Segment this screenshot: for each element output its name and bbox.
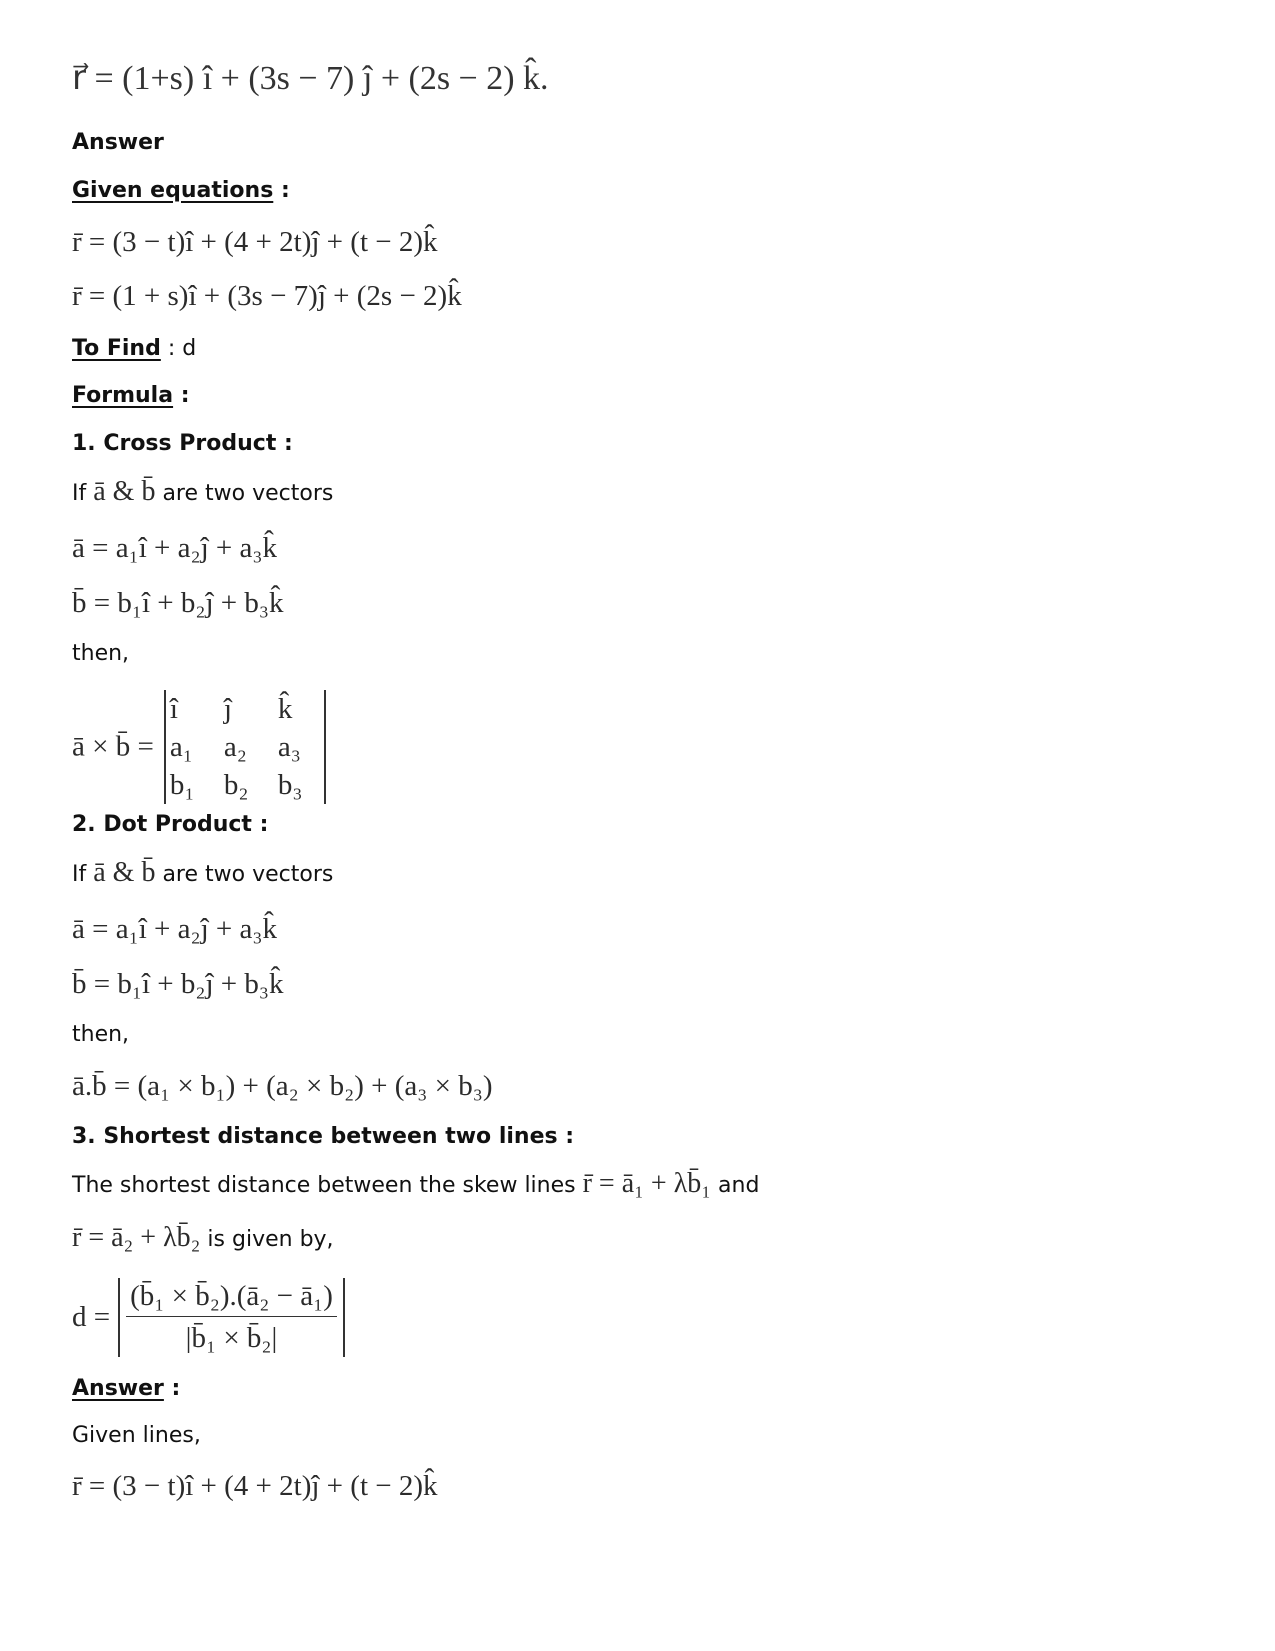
determinant-matrix — [164, 690, 326, 804]
vector-a-definition: ā = a₁î + a₂ĵ + a₃k̂ — [72, 913, 277, 945]
given-equation-2: r̄ = (1 + s)î + (3s − 7)ĵ + (2s − 2)k̂ — [72, 280, 462, 312]
cross-product-formula — [72, 690, 326, 804]
skew-lines-sentence — [72, 1168, 759, 1200]
det-cell: ĵ — [223, 693, 232, 725]
det-cell: a₃ — [277, 731, 301, 763]
text-is-given-by: is given by, — [200, 1227, 334, 1252]
formula-label: Formula — [72, 383, 174, 408]
formula-heading — [72, 383, 190, 408]
distance-formula — [72, 1278, 345, 1357]
vector-b-definition: b̄ = b₁î + b₂ĵ + b₃k̂ — [72, 587, 284, 619]
shortest-distance-heading: 3. Shortest distance between two lines : — [72, 1124, 575, 1149]
text-are-two-vectors: are two vectors — [155, 862, 334, 887]
vectors-a-b: ā & b̄ — [93, 857, 156, 888]
det-cell: î — [169, 693, 178, 725]
skew-line-2-equation: r̄ = ā₂ + λb̄₂ — [72, 1222, 201, 1253]
distance-denominator: |b̄₁ × b̄₂| — [185, 1322, 278, 1354]
given-lines-text: Given lines, — [72, 1423, 201, 1448]
answer-heading-2 — [72, 1376, 180, 1401]
det-cell: b₂ — [223, 769, 249, 801]
given-equation-1: r̄ = (3 − t)î + (4 + 2t)ĵ + (t − 2)k̂ — [72, 226, 438, 258]
then-text: then, — [72, 1022, 130, 1047]
det-cell: b₃ — [277, 769, 303, 801]
skew-line-1-equation: r̄ = ā₁ + λb̄₁ — [582, 1168, 712, 1199]
vector-b-definition: b̄ = b₁î + b₂ĵ + b₃k̂ — [72, 968, 284, 1000]
colon: : — [163, 1376, 181, 1401]
answer-label: Answer — [72, 1376, 164, 1401]
given-equations-heading — [72, 178, 290, 203]
text-are-two-vectors: are two vectors — [155, 481, 334, 506]
vectors-a-b: ā & b̄ — [93, 476, 156, 507]
then-text: then, — [72, 641, 130, 666]
to-find-line — [72, 336, 196, 361]
skew-lines-text: The shortest distance between the skew lines — [72, 1173, 583, 1198]
det-cell: b₁ — [169, 769, 195, 801]
if-vectors-line-2 — [72, 857, 333, 889]
to-find-label: To Find — [72, 336, 161, 361]
det-cell: k̂ — [277, 693, 293, 725]
det-cell: a₂ — [223, 731, 247, 763]
text-and: and — [711, 1173, 760, 1198]
dot-product-heading: 2. Dot Product : — [72, 812, 269, 837]
vector-a-definition: ā = a₁î + a₂ĵ + a₃k̂ — [72, 532, 277, 564]
answer-heading: Answer — [72, 130, 164, 155]
to-find-value: : d — [160, 336, 197, 361]
distance-numerator: (b̄₁ × b̄₂).(ā₂ − ā₁) — [126, 1278, 337, 1317]
distance-lhs: d = — [72, 1301, 111, 1333]
cross-product-heading: 1. Cross Product : — [72, 431, 293, 456]
if-vectors-line-1 — [72, 476, 333, 508]
colon: : — [273, 178, 290, 203]
distance-fraction — [118, 1278, 345, 1357]
text-if: If — [72, 862, 94, 887]
det-cell: a₁ — [169, 731, 193, 763]
text-if: If — [72, 481, 94, 506]
dot-product-formula: ā.b̄ = (a₁ × b₁) + (a₂ × b₂) + (a₃ × b₃) — [72, 1070, 493, 1102]
skew-line-2-sentence — [72, 1222, 334, 1254]
cross-product-lhs: ā × b̄ = — [72, 730, 154, 763]
final-equation: r̄ = (3 − t)î + (4 + 2t)ĵ + (t − 2)k̂ — [72, 1470, 438, 1502]
given-equations-label: Given equations — [72, 178, 274, 203]
top-equation: r⃗ = (1+s) î + (3s − 7) ĵ + (2s − 2) k̂. — [72, 60, 549, 97]
colon: : — [173, 383, 190, 408]
